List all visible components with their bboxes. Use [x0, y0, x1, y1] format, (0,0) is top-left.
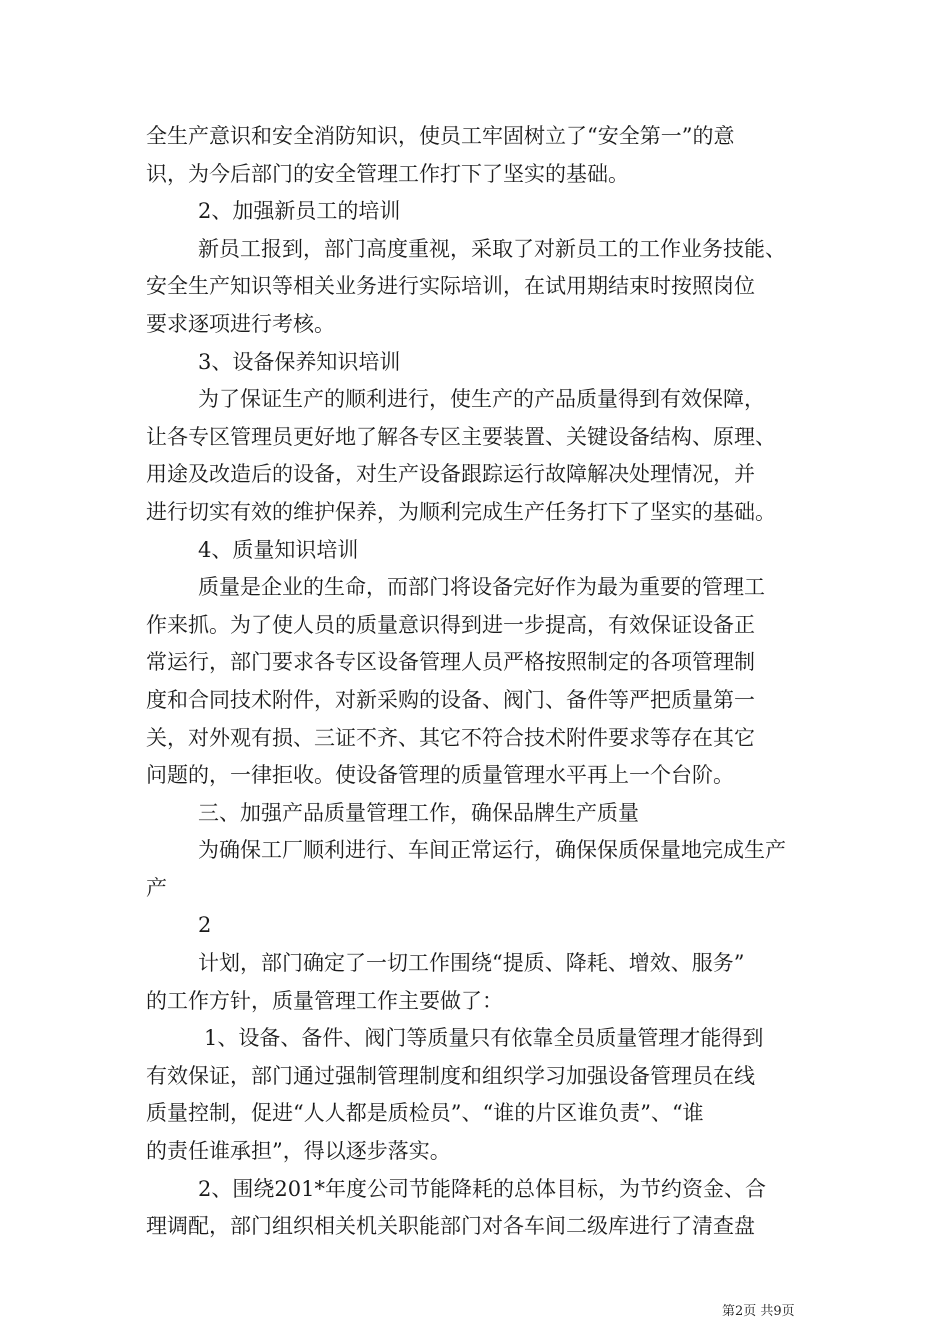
section-heading: 三、加强产品质量管理工作，确保品牌生产质量 — [198, 800, 639, 825]
paragraph-line: 要求逐项进行考核。 — [146, 311, 335, 336]
paragraph-line: 度和合同技术附件，对新采购的设备、阀门、备件等严把质量第一 — [146, 687, 755, 712]
section-heading: 3、设备保养知识培训 — [198, 349, 401, 374]
paragraph-line: 关，对外观有损、三证不齐、其它不符合技术附件要求等存在其它 — [146, 725, 755, 750]
paragraph-line: 为确保工厂顺利进行、车间正常运行，确保保质保量地完成生产 — [198, 838, 786, 863]
paragraph-line: 全生产意识和安全消防知识，使员工牢固树立了“安全第一”的意 — [146, 124, 735, 148]
paragraph-line: 常运行，部门要求各专区设备管理人员严格按照制定的各项管理制 — [146, 650, 755, 675]
paragraph-line: 质量控制，促进“人人都是质检员”、“谁的片区谁负责”、“谁 — [146, 1101, 704, 1126]
section-heading: 4、质量知识培训 — [198, 537, 359, 562]
paragraph-line: 质量是企业的生命，而部门将设备完好作为最为重要的管理工 — [198, 575, 765, 600]
paragraph-line: 让各专区管理员更好地了解各专区主要装置、关键设备结构、原理、 — [146, 424, 776, 449]
body-text — [146, 118, 826, 1246]
page-footer: 第2页 共9页 — [722, 1304, 795, 1319]
page-number-inline: 2 — [198, 913, 212, 938]
paragraph-line: 的工作方针，质量管理工作主要做了： — [146, 988, 503, 1013]
paragraph-line: 1、设备、备件、阀门等质量只有依靠全员质量管理才能得到 — [204, 1026, 764, 1051]
paragraph-line: 有效保证，部门通过强制管理制度和组织学习加强设备管理员在线 — [146, 1063, 755, 1088]
paragraph-line: 用途及改造后的设备，对生产设备跟踪运行故障解决处理情况，并 — [146, 462, 755, 487]
paragraph-line: 为了保证生产的顺利进行，使生产的产品质量得到有效保障， — [198, 387, 765, 412]
paragraph-line: 进行切实有效的维护保养，为顺利完成生产任务打下了坚实的基础。 — [146, 499, 776, 524]
paragraph-line: 问题的，一律拒收。使设备管理的质量管理水平再上一个台阶。 — [146, 763, 734, 788]
paragraph-line: 安全生产知识等相关业务进行实际培训，在试用期结束时按照岗位 — [146, 274, 755, 299]
paragraph-line: 的责任谁承担”，得以逐步落实。 — [146, 1139, 451, 1164]
paragraph-line: 新员工报到，部门高度重视，采取了对新员工的工作业务技能、 — [198, 236, 786, 261]
paragraph-line: 计划，部门确定了一切工作围绕“提质、降耗、增效、服务” — [198, 951, 745, 976]
paragraph-line: 产 — [146, 875, 167, 900]
paragraph-line: 识，为今后部门的安全管理工作打下了坚实的基础。 — [146, 161, 629, 186]
section-heading: 2、加强新员工的培训 — [198, 199, 401, 224]
paragraph-line: 理调配，部门组织相关机关职能部门对各车间二级库进行了清查盘 — [146, 1214, 755, 1239]
paragraph-line: 作来抓。为了使人员的质量意识得到进一步提高，有效保证设备正 — [146, 612, 755, 637]
paragraph-line: 2、围绕201*年度公司节能降耗的总体目标，为节约资金、合 — [198, 1176, 766, 1201]
